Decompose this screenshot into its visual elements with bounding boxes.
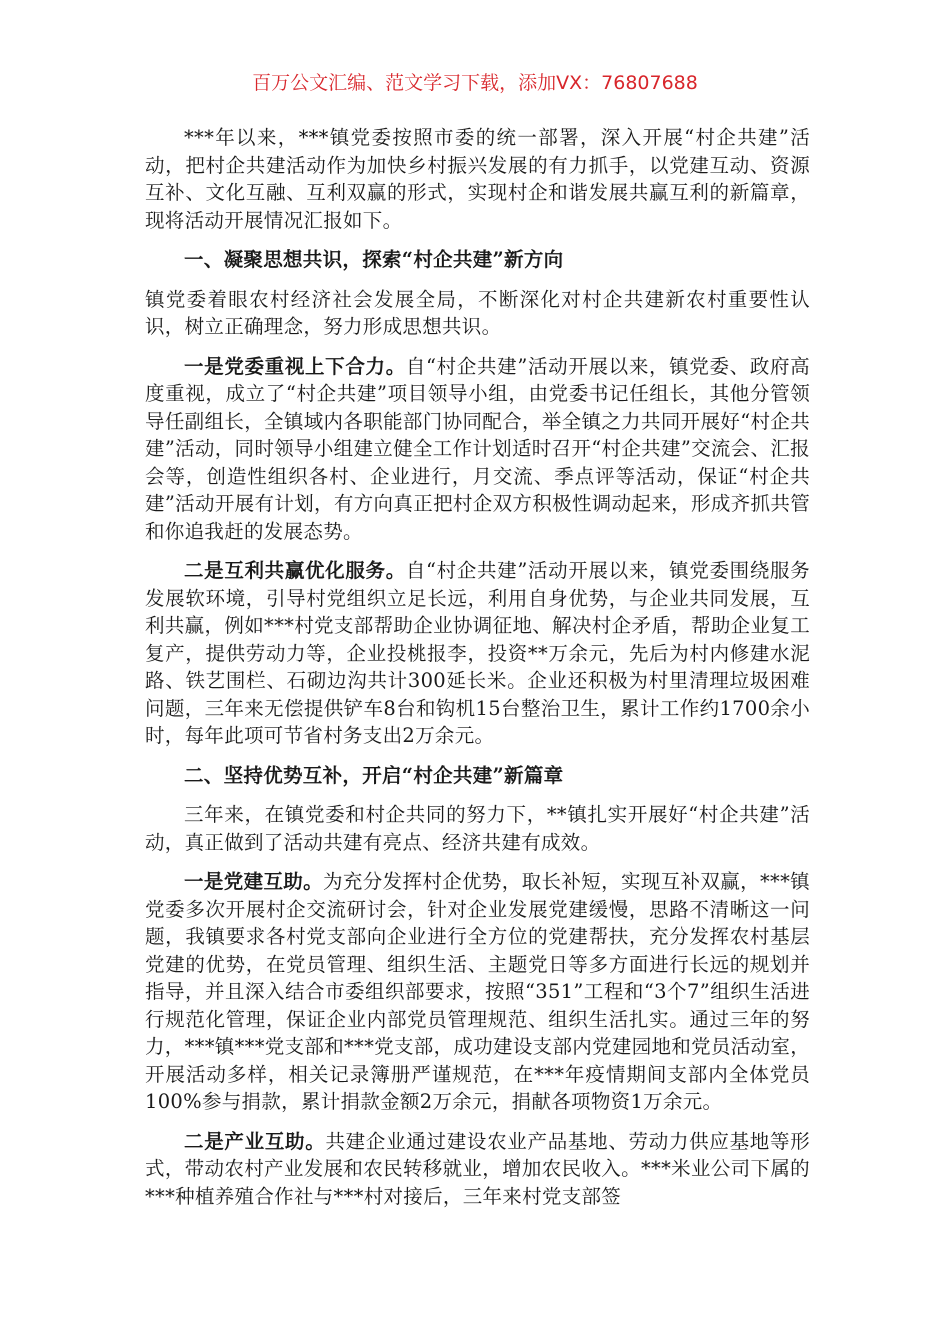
section2-paragraph-2-body: 共建企业通过建设农业产品基地、劳动力供应基地等形式，带动农村产业发展和农民转移就业，增加农民收入。***米业公司下属的***种植养殖合作社与***村对接后，三年来村党支部签	[145, 1129, 810, 1208]
section1-heading: 一、凝聚思想共识，探索“村企共建”新方向	[184, 248, 564, 271]
section1-paragraph-1-body: 自“村企共建”活动开展以来，镇党委、政府高度重视，成立了“村企共建”项目领导小组，由党委书记任组长，其他分管领导任副组长，全镇域内各职能部门协同配合，举全镇之力共同开展好“村企共建”活动，同时领导小组建立健全工作计划适时召开“村企共建”交流会、汇报会等，创造性组织各村、企业进行，月交流、季点评等活动，保证“村企共建”活动开展有计划，有方向真正把村企双方积极性调动起来，形成齐抓共管和你追我赶的发展态势。	[145, 354, 810, 543]
section1-paragraph-2-body: 自“村企共建”活动开展以来，镇党委围绕服务发展软环境，引导村党组织立足长远，利用自身优势，与企业共同发展，互利共赢，例如***村党支部帮助企业协调征地、解决村企矛盾，帮助企业复工复产，提供劳动力等，企业投桃报李，投资**万余元，先后为村内修建水泥路、铁艺围栏、石砌边沟共计300延长米。企业还积极为村里清理垃圾困难问题，三年来无偿提供铲车8台和钩机15台整治卫生，累计工作约1700余小时，每年此项可节省村务支出2万余元。	[145, 559, 810, 747]
section2-paragraph-1	[145, 868, 810, 1116]
section2-paragraph-1-body: 为充分发挥村企优势，取长补短，实现互补双赢，***镇党委多次开展村企交流研讨会，针对企业发展党建缓慢，思路不清晰这一问题，我镇要求各村党支部向企业进行全方位的党建帮扶，充分发挥农村基层党建的优势，在党员管理、组织生活、主题党日等多方面进行长远的规划并指导，并且深入结合市委组织部要求，按照“351”工程和“3个7”组织生活进行规范化管理，保证企业内部党员管理规范、组织生活扎实。通过三年的努力，***镇***党支部和***党支部，成功建设支部内党建园地和党员活动室，开展活动多样，相关记录簿册严谨规范，在***年疫情期间支部内全体党员100%参与捐款，累计捐款金额2万余元，捐献各项物资1万余元。	[145, 870, 810, 1113]
document-body	[145, 124, 810, 1222]
section1-paragraph-1-lead: 一是党委重视上下合力。	[184, 354, 406, 378]
section1-paragraph-2	[145, 557, 810, 750]
watermark-header: 百万公文汇编、范文学习下载，添加VX：76807688	[252, 72, 698, 94]
intro-paragraph: ***年以来，***镇党委按照市委的统一部署，深入开展“村企共建”活动，把村企共建活动作为加快乡村振兴发展的有力抓手，以党建互动、资源互补、文化互融、互利双赢的形式，实现村企和谐发展共赢互利的新篇章，现将活动开展情况汇报如下。	[145, 126, 810, 232]
section2-heading: 二、坚持优势互补，开启“村企共建”新篇章	[184, 763, 564, 787]
section1-summary: 镇党委着眼农村经济社会发展全局，不断深化对村企共建新农村重要性认识，树立正确理念，努力形成思想共识。	[145, 287, 810, 338]
section2-paragraph-2	[145, 1128, 810, 1211]
section2-summary: 三年来，在镇党委和村企共同的努力下，**镇扎实开展好“村企共建”活动，真正做到了活动共建有亮点、经济共建有成效。	[145, 803, 810, 854]
section1-paragraph-1	[145, 353, 810, 546]
section2-paragraph-1-lead: 一是党建互助。	[184, 870, 324, 893]
section2-paragraph-2-lead: 二是产业互助。	[184, 1129, 326, 1153]
section1-paragraph-2-lead: 二是互利共赢优化服务。	[184, 559, 406, 582]
